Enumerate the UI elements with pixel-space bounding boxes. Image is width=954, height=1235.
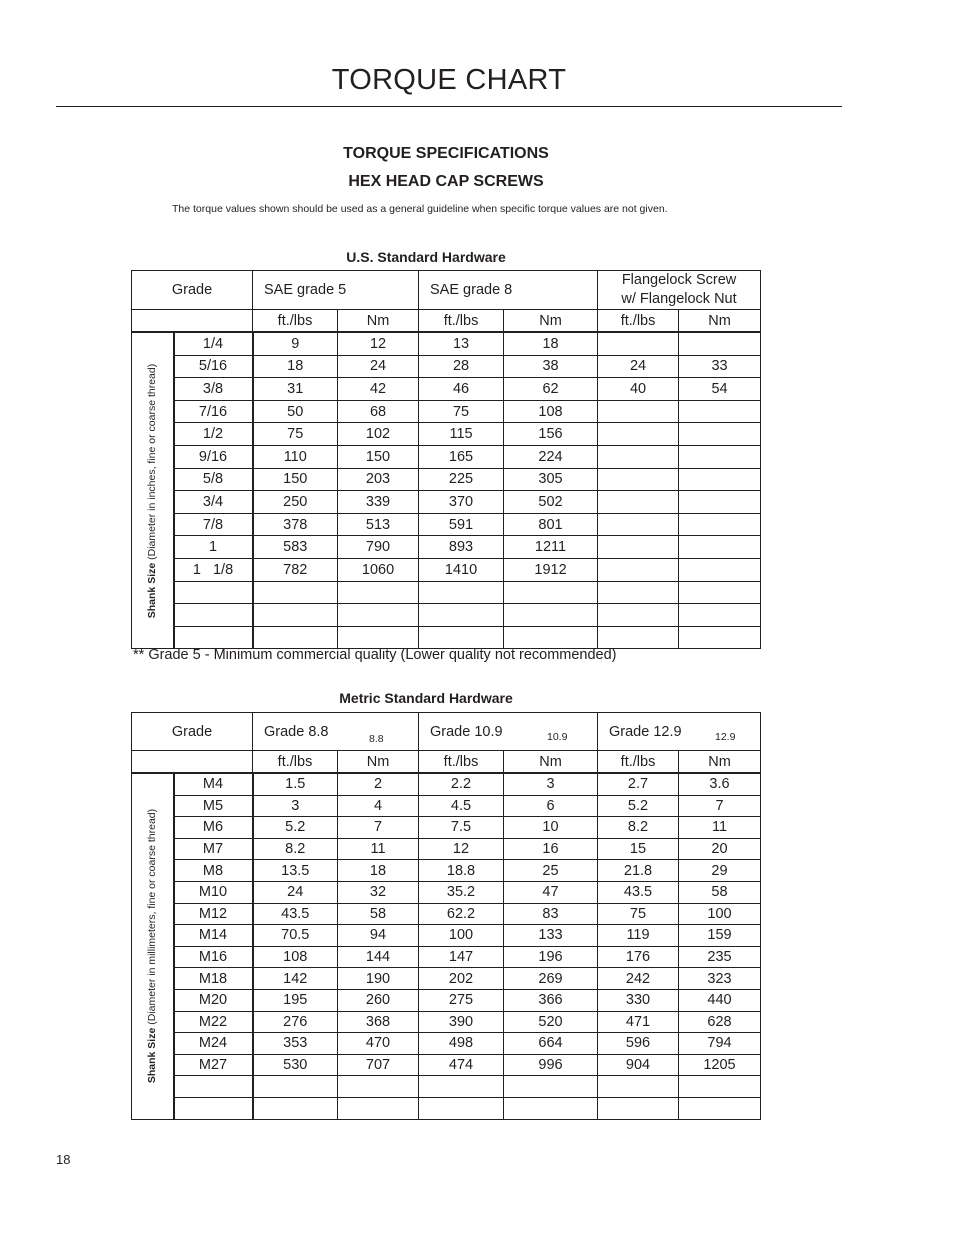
us-torque-cell: 790 [338,536,419,559]
metric-torque-cell: 47 [504,881,598,903]
us-unit-1: ft./lbs [253,310,338,333]
metric-torque-cell [338,1076,419,1098]
us-torque-cell [338,581,419,604]
metric-torque-cell: 11 [338,838,419,860]
title-rule [56,106,842,107]
us-torque-cell: 18 [504,332,598,355]
metric-torque-cell: 75 [598,903,679,925]
us-torque-cell: 46 [419,378,504,401]
metric-data-row [132,989,761,1011]
us-torque-cell: 62 [504,378,598,401]
us-shank-size-desc: (Diameter in inches, fine or coarse thread) [146,363,159,563]
metric-torque-cell: 5.2 [253,817,338,839]
metric-torque-cell: 707 [338,1054,419,1076]
metric-torque-cell: 470 [338,1033,419,1055]
us-torque-cell: 9 [253,332,338,355]
us-data-row [132,445,761,468]
metric-data-row [132,968,761,990]
us-grade-header-row [132,271,761,310]
us-data-row [132,355,761,378]
metric-torque-cell: 7.5 [419,817,504,839]
us-unit-6: Nm [679,310,761,333]
us-torque-cell [679,536,761,559]
metric-torque-cell [504,1097,598,1119]
us-torque-cell [419,604,504,627]
us-data-row [132,423,761,446]
metric-torque-cell: 20 [679,838,761,860]
us-units-row [132,310,761,333]
us-torque-cell: 893 [419,536,504,559]
metric-torque-cell [419,1076,504,1098]
us-torque-cell [598,468,679,491]
metric-data-row [132,881,761,903]
metric-unit-3: ft./lbs [419,751,504,774]
us-torque-cell [253,604,338,627]
us-torque-cell: 12 [338,332,419,355]
us-torque-cell [504,604,598,627]
us-torque-cell [598,513,679,536]
metric-size-cell: M27 [174,1054,253,1076]
metric-unit-5: ft./lbs [598,751,679,774]
metric-torque-cell: 5.2 [598,795,679,817]
metric-size-cell [174,1097,253,1119]
us-torque-cell [679,468,761,491]
us-torque-cell: 33 [679,355,761,378]
us-data-row [132,581,761,604]
metric-torque-cell [338,1097,419,1119]
us-torque-cell: 225 [419,468,504,491]
us-torque-cell [598,423,679,446]
metric-data-row [132,925,761,947]
us-torque-cell: 165 [419,445,504,468]
metric-torque-cell: 12 [419,838,504,860]
metric-torque-cell: 4.5 [419,795,504,817]
us-data-row [132,491,761,514]
flangelock-line-2: w/ Flangelock Nut [621,291,737,307]
metric-torque-cell: 159 [679,925,761,947]
us-torque-cell: 591 [419,513,504,536]
metric-torque-cell: 353 [253,1033,338,1055]
us-torque-cell [679,332,761,355]
metric-torque-cell: 43.5 [253,903,338,925]
us-unit-4: Nm [504,310,598,333]
metric-grade-label: Grade [132,713,253,751]
metric-torque-cell: 190 [338,968,419,990]
metric-grade-10-9 [419,713,598,751]
metric-size-cell: M7 [174,838,253,860]
us-torque-cell [598,400,679,423]
us-torque-cell: 203 [338,468,419,491]
metric-torque-cell: 235 [679,946,761,968]
metric-size-cell: M24 [174,1033,253,1055]
heading-torque-specifications: TORQUE SPECIFICATIONS [343,145,549,162]
metric-size-cell: M14 [174,925,253,947]
us-torque-cell: 42 [338,378,419,401]
us-torque-cell: 75 [253,423,338,446]
metric-torque-cell: 8.2 [598,817,679,839]
us-torque-cell: 250 [253,491,338,514]
metric-torque-cell: 10 [504,817,598,839]
us-size-cell: 9/16 [174,445,253,468]
us-torque-cell: 54 [679,378,761,401]
us-torque-cell: 102 [338,423,419,446]
us-torque-cell: 801 [504,513,598,536]
metric-torque-cell: 119 [598,925,679,947]
us-torque-cell: 1912 [504,558,598,581]
us-torque-cell: 75 [419,400,504,423]
us-unit-5: ft./lbs [598,310,679,333]
us-torque-cell: 150 [338,445,419,468]
us-standard-torque-table [131,270,761,649]
metric-torque-cell: 16 [504,838,598,860]
metric-shank-size-label [132,773,174,1119]
metric-torque-cell: 498 [419,1033,504,1055]
us-size-cell: 3/8 [174,378,253,401]
grade5-footnote: ** Grade 5 - Minimum commercial quality (Lower quality not recommended) [133,647,617,663]
metric-shank-size-text [146,809,158,1083]
metric-torque-cell: 58 [679,881,761,903]
metric-torque-cell: 471 [598,1011,679,1033]
metric-data-row [132,860,761,882]
us-grade-label: Grade [132,271,253,310]
metric-torque-cell: 440 [679,989,761,1011]
metric-shank-size-bold: Shank Size [146,1027,159,1084]
us-torque-cell [679,626,761,649]
us-torque-cell: 782 [253,558,338,581]
us-torque-cell: 13 [419,332,504,355]
page-number: 18 [56,1152,71,1167]
us-size-cell [174,581,253,604]
us-torque-cell [679,491,761,514]
us-torque-cell [598,604,679,627]
metric-torque-cell: 24 [253,881,338,903]
metric-torque-cell: 94 [338,925,419,947]
metric-torque-cell: 4 [338,795,419,817]
us-table-caption: U.S. Standard Hardware [346,249,506,265]
us-torque-cell [419,581,504,604]
metric-torque-cell: 3 [253,795,338,817]
metric-data-row [132,946,761,968]
us-size-cell: 5/8 [174,468,253,491]
metric-units-blank [132,751,253,774]
grade-12-9-head-mark: 12.9 [715,731,736,743]
us-torque-cell [338,604,419,627]
us-torque-cell [504,626,598,649]
us-shank-size-label [132,332,174,649]
us-size-cell [174,626,253,649]
metric-data-row [132,773,761,795]
metric-torque-cell: 195 [253,989,338,1011]
us-torque-cell: 370 [419,491,504,514]
us-data-row [132,468,761,491]
metric-data-row [132,795,761,817]
metric-data-row [132,1054,761,1076]
metric-torque-cell: 133 [504,925,598,947]
metric-size-cell: M12 [174,903,253,925]
us-torque-cell: 68 [338,400,419,423]
metric-torque-cell: 390 [419,1011,504,1033]
metric-grade-8-8 [253,713,419,751]
us-torque-cell [679,400,761,423]
us-torque-cell: 110 [253,445,338,468]
us-torque-cell: 305 [504,468,598,491]
us-torque-cell [598,445,679,468]
metric-torque-cell: 11 [679,817,761,839]
us-data-row [132,400,761,423]
us-data-row [132,626,761,649]
metric-torque-cell: 1.5 [253,773,338,795]
metric-torque-cell: 2.2 [419,773,504,795]
metric-torque-cell: 18 [338,860,419,882]
us-torque-cell: 18 [253,355,338,378]
metric-torque-cell: 269 [504,968,598,990]
metric-torque-cell: 330 [598,989,679,1011]
metric-torque-cell: 62.2 [419,903,504,925]
us-torque-cell: 40 [598,378,679,401]
metric-size-cell [174,1076,253,1098]
metric-size-cell: M10 [174,881,253,903]
us-size-cell: 5/16 [174,355,253,378]
metric-torque-cell: 474 [419,1054,504,1076]
us-torque-cell: 150 [253,468,338,491]
metric-torque-cell: 100 [419,925,504,947]
metric-data-row [132,1076,761,1098]
metric-torque-cell [253,1097,338,1119]
metric-torque-cell [253,1076,338,1098]
metric-torque-cell: 520 [504,1011,598,1033]
metric-size-cell: M18 [174,968,253,990]
metric-torque-cell: 21.8 [598,860,679,882]
metric-torque-cell: 6 [504,795,598,817]
grade-10-9-head-mark: 10.9 [547,731,568,743]
us-torque-cell: 28 [419,355,504,378]
metric-shank-size-desc: (Diameter in millimeters, fine or coarse thread) [146,809,159,1028]
metric-torque-cell: 368 [338,1011,419,1033]
us-torque-cell [253,626,338,649]
us-torque-cell: 339 [338,491,419,514]
metric-torque-cell: 2.7 [598,773,679,795]
grade-8-8-label: Grade 8.8 [264,723,329,740]
metric-torque-cell: 176 [598,946,679,968]
metric-unit-4: Nm [504,751,598,774]
heading-hex-head-cap-screws: HEX HEAD CAP SCREWS [348,173,544,190]
metric-torque-cell: 1205 [679,1054,761,1076]
us-torque-cell [598,581,679,604]
metric-torque-cell: 323 [679,968,761,990]
us-torque-cell: 156 [504,423,598,446]
metric-data-row [132,1097,761,1119]
metric-torque-cell: 43.5 [598,881,679,903]
us-torque-cell: 583 [253,536,338,559]
metric-torque-cell [598,1097,679,1119]
metric-torque-cell: 530 [253,1054,338,1076]
us-torque-cell [338,626,419,649]
metric-size-cell: M8 [174,860,253,882]
metric-torque-cell: 276 [253,1011,338,1033]
metric-size-cell: M16 [174,946,253,968]
metric-torque-cell [598,1076,679,1098]
metric-units-row [132,751,761,774]
us-data-row [132,604,761,627]
metric-torque-cell: 628 [679,1011,761,1033]
metric-torque-cell: 904 [598,1054,679,1076]
us-torque-cell [598,491,679,514]
us-torque-cell [598,626,679,649]
grade-12-9-label: Grade 12.9 [609,723,682,740]
us-size-cell: 3/4 [174,491,253,514]
us-torque-cell [679,445,761,468]
us-torque-cell [679,513,761,536]
us-torque-cell [598,332,679,355]
guideline-note: The torque values shown should be used as a general guideline when specific torque values are not given. [172,203,668,215]
metric-torque-cell: 29 [679,860,761,882]
us-shank-size-text [146,363,158,617]
us-torque-cell: 50 [253,400,338,423]
us-grade-sae8: SAE grade 8 [419,271,598,310]
us-size-cell [174,604,253,627]
us-data-row [132,332,761,355]
us-torque-cell [679,558,761,581]
us-data-row [132,513,761,536]
metric-torque-cell: 596 [598,1033,679,1055]
us-torque-cell: 378 [253,513,338,536]
metric-table-caption: Metric Standard Hardware [339,690,513,706]
metric-size-cell: M22 [174,1011,253,1033]
us-torque-cell: 502 [504,491,598,514]
metric-torque-cell: 202 [419,968,504,990]
metric-data-row [132,1011,761,1033]
metric-torque-cell [504,1076,598,1098]
us-size-cell: 1 [174,536,253,559]
metric-torque-cell: 147 [419,946,504,968]
us-size-cell: 1/2 [174,423,253,446]
us-torque-cell: 38 [504,355,598,378]
metric-torque-cell: 142 [253,968,338,990]
us-torque-cell: 224 [504,445,598,468]
us-size-cell: 1/4 [174,332,253,355]
grade-8-8-head-mark: 8.8 [369,733,384,745]
us-torque-cell: 24 [598,355,679,378]
metric-torque-cell [679,1097,761,1119]
us-size-cell: 7/16 [174,400,253,423]
metric-size-cell: M20 [174,989,253,1011]
metric-torque-cell: 25 [504,860,598,882]
metric-torque-cell: 242 [598,968,679,990]
metric-torque-cell: 3 [504,773,598,795]
metric-torque-cell: 996 [504,1054,598,1076]
us-size-cell: 7/8 [174,513,253,536]
metric-size-cell: M6 [174,817,253,839]
us-grade-flangelock [598,271,761,310]
page-title: TORQUE CHART [331,64,567,96]
metric-unit-6: Nm [679,751,761,774]
metric-grade-header-row [132,713,761,751]
us-torque-cell: 31 [253,378,338,401]
metric-standard-torque-table [131,712,761,1120]
metric-torque-cell: 3.6 [679,773,761,795]
us-torque-cell: 1211 [504,536,598,559]
us-torque-cell [504,581,598,604]
metric-grade-12-9 [598,713,761,751]
metric-torque-cell: 15 [598,838,679,860]
metric-torque-cell: 18.8 [419,860,504,882]
us-torque-cell: 513 [338,513,419,536]
metric-data-row [132,817,761,839]
metric-torque-cell: 100 [679,903,761,925]
us-units-blank [132,310,253,333]
metric-torque-cell: 664 [504,1033,598,1055]
metric-data-row [132,838,761,860]
us-torque-cell [598,536,679,559]
metric-torque-cell: 13.5 [253,860,338,882]
metric-torque-cell: 32 [338,881,419,903]
metric-unit-2: Nm [338,751,419,774]
metric-data-row [132,1033,761,1055]
metric-torque-cell: 260 [338,989,419,1011]
us-data-row [132,378,761,401]
us-data-row [132,558,761,581]
us-torque-cell: 24 [338,355,419,378]
metric-size-cell: M5 [174,795,253,817]
metric-torque-cell: 7 [679,795,761,817]
us-data-row [132,536,761,559]
metric-torque-cell: 275 [419,989,504,1011]
metric-torque-cell: 8.2 [253,838,338,860]
metric-torque-cell: 70.5 [253,925,338,947]
metric-torque-cell: 108 [253,946,338,968]
us-shank-size-bold: Shank Size [146,562,159,618]
us-unit-2: Nm [338,310,419,333]
metric-torque-cell: 35.2 [419,881,504,903]
metric-torque-cell: 2 [338,773,419,795]
us-grade-sae5: SAE grade 5 [253,271,419,310]
metric-torque-cell: 196 [504,946,598,968]
metric-torque-cell: 7 [338,817,419,839]
us-torque-cell [679,581,761,604]
us-unit-3: ft./lbs [419,310,504,333]
us-size-cell: 1 1/8 [174,558,253,581]
metric-torque-cell [419,1097,504,1119]
us-torque-cell: 1410 [419,558,504,581]
metric-torque-cell: 144 [338,946,419,968]
metric-unit-1: ft./lbs [253,751,338,774]
metric-torque-cell: 366 [504,989,598,1011]
us-torque-cell [253,581,338,604]
us-torque-cell [419,626,504,649]
us-torque-cell: 108 [504,400,598,423]
us-torque-cell: 115 [419,423,504,446]
us-torque-cell: 1060 [338,558,419,581]
metric-torque-cell: 794 [679,1033,761,1055]
metric-torque-cell: 58 [338,903,419,925]
metric-data-row [132,903,761,925]
us-torque-cell [679,604,761,627]
us-torque-cell [679,423,761,446]
grade-10-9-label: Grade 10.9 [430,723,503,740]
us-torque-cell [598,558,679,581]
metric-size-cell: M4 [174,773,253,795]
metric-torque-cell: 83 [504,903,598,925]
flangelock-line-1: Flangelock Screw [621,272,737,288]
metric-torque-cell [679,1076,761,1098]
